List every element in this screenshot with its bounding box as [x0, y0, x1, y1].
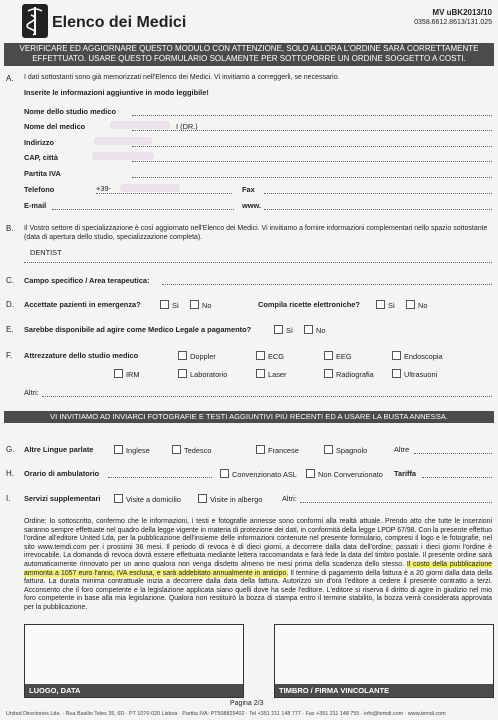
equip-endoscopia-checkbox[interactable]: [392, 351, 401, 360]
studio-name-field[interactable]: [132, 115, 492, 116]
page-number: Pagina 2/3: [230, 700, 264, 707]
equipment-other-field[interactable]: [42, 396, 492, 397]
order-cost-highlight: Il costo della pubblicazione ammonta a 1057 euro l'anno, IVA esclusa, e sarà addebitato annualmente in anticipo.: [24, 560, 492, 577]
photo-banner: VI INVITIAMO AD INVIARCI FOTOGRAFIE E TESTI AGGIUNTIVI PIÙ RECENTI ED A USARE LA BUSTA ANNESSA.: [4, 411, 494, 423]
tariff-field[interactable]: [422, 477, 492, 478]
equip-eeg-label: EEG: [336, 352, 352, 361]
publisher-footer: United Directories Lda. · Rua Basilio Teles 35, 6D · PT 1070-020 Lisboa · Partita IVA: PT508829402 · Tel +351 211 148 777 · Fax +351 211 148 755 · info@temdi.com · www.temdi.com: [6, 711, 446, 717]
equipment-label: Attrezzature dello studio medico: [24, 351, 139, 360]
redacted-address: [94, 137, 152, 145]
vat-label: Partita IVA: [24, 169, 61, 178]
therapeutic-area-field[interactable]: [162, 284, 492, 285]
section-d-letter: D.: [6, 300, 14, 309]
equipment-other-label: Altri:: [24, 388, 39, 397]
section-e-letter: E.: [6, 325, 14, 334]
order-terms-part2: Il termine di pagamento della fattura è a 20 giorni dalla data della fattura. La durata minima contrattuale inizia a decorrere dalla data della fattura. Autorizzo sin d'ora l'editore a cedere il presente contratto a terzi. Acconsento che il foro competente e la legislazione applicata siano quelli dove ha sede l'editore. L'editore si riserva il diritto di agire in giudizio nel mio foro competente in base alla mia legislazione. Qualora non restituirò la bozza di stampa entro il termine stabilito, la bozza verrà considerata approvata per la pubblicazione.: [24, 569, 492, 611]
cap-city-field[interactable]: [132, 161, 492, 162]
address-label: Indirizzo: [24, 138, 54, 147]
lang-francese[interactable]: [256, 445, 299, 455]
equip-ultrasuoni-label: Ultrasuoni: [404, 370, 438, 379]
services-other-field[interactable]: [300, 502, 492, 503]
caduceus-logo-icon: [22, 4, 48, 38]
eprescription-yes-label: Sì: [388, 301, 395, 310]
service-home-visits-label: Visite a domicilio: [126, 495, 181, 504]
eprescription-no-label: No: [418, 301, 428, 310]
equip-laser-checkbox[interactable]: [256, 369, 265, 378]
non-convenzionato[interactable]: [306, 469, 383, 479]
hours-field[interactable]: [108, 477, 212, 478]
specialization-value: DENTIST: [30, 248, 62, 257]
service-hotel-visits-checkbox[interactable]: [198, 494, 207, 503]
doctor-name-field[interactable]: [132, 130, 492, 131]
equip-ultrasuoni-checkbox[interactable]: [392, 369, 401, 378]
form-code-sub: 0358.6612.8613/131.025: [414, 19, 492, 26]
order-terms-text: [24, 518, 492, 613]
legal-no-label: No: [316, 326, 326, 335]
legal-yes[interactable]: [274, 325, 293, 335]
lang-francese-checkbox[interactable]: [256, 445, 265, 454]
fax-field[interactable]: [264, 193, 492, 194]
emergency-yes-checkbox[interactable]: [160, 300, 169, 309]
equip-doppler-checkbox[interactable]: [178, 351, 187, 360]
lang-spagnolo-checkbox[interactable]: [324, 445, 333, 454]
equip-laboratorio[interactable]: [178, 369, 227, 379]
lang-francese-label: Francese: [268, 446, 299, 455]
convenzionato-asl-checkbox[interactable]: [220, 469, 229, 478]
section-i-letter: I.: [6, 494, 11, 503]
lang-tedesco[interactable]: [172, 445, 212, 455]
legal-doctor-question: Sarebbe disponibile ad agire come Medico Legale a pagamento?: [24, 325, 252, 334]
phone-label: Telefono: [24, 185, 55, 194]
lang-inglese-label: Inglese: [126, 446, 150, 455]
eprescription-yes[interactable]: [376, 300, 395, 310]
form-title: Elenco dei Medici: [52, 14, 187, 31]
equip-eeg-checkbox[interactable]: [324, 351, 333, 360]
emergency-yes-label: Sì: [172, 301, 179, 310]
legal-no-checkbox[interactable]: [304, 325, 313, 334]
stamp-signature-caption: TIMBRO / FIRMA VINCOLANTE: [275, 684, 493, 697]
lang-inglese-checkbox[interactable]: [114, 445, 123, 454]
place-date-box[interactable]: [24, 624, 244, 698]
service-home-visits[interactable]: [114, 494, 181, 504]
eprescription-no-checkbox[interactable]: [406, 300, 415, 309]
non-convenzionato-checkbox[interactable]: [306, 469, 315, 478]
studio-name-label: Nome dello studio medico: [24, 107, 116, 116]
equip-laser-label: Laser: [268, 370, 287, 379]
specialization-field[interactable]: [24, 262, 492, 263]
equip-endoscopia[interactable]: [392, 351, 443, 361]
equip-ultrasuoni[interactable]: [392, 369, 437, 379]
legal-yes-checkbox[interactable]: [274, 325, 283, 334]
tariff-label: Tariffa: [394, 469, 417, 478]
equip-irm-label: IRM: [126, 370, 140, 379]
doctor-name-value: I (DR.): [176, 122, 198, 131]
emergency-no-label: No: [202, 301, 212, 310]
section-a-intro: I dati sottostanti sono già memorizzati nell'Elenco dei Medici. Vi invitiamo a correggerli, se necessario.: [24, 74, 340, 81]
address-field[interactable]: [132, 146, 492, 147]
fax-label: Fax: [242, 185, 255, 194]
equip-doppler-label: Doppler: [190, 352, 216, 361]
equip-radiografia[interactable]: [324, 369, 374, 379]
www-label: www.: [242, 201, 262, 210]
legal-no[interactable]: [304, 325, 325, 335]
warning-banner: VERIFICARE ED AGGIORNARE QUESTO MODULO CON ATTENZIONE, SOLO ALLORA L'ORDINE SARÀ CORRETTAMENTE EFFETTUATO. USARE QUESTO FORMULARIO SOLAMENTE PER SOTTOPORRE UN ORDINE SOGGETTO A COSTI.: [4, 43, 494, 66]
languages-other-label: Altre: [394, 445, 410, 454]
lang-spagnolo-label: Spagnolo: [336, 446, 368, 455]
order-terms-part1: Ordine: Io sottoscritto, confermo che le informazioni, i testi e fotografie annesse sono conformi alla realtà attuale. Prendo atto che tutte le inserzioni saranno sempre effettuate nel quadro della legge vigente in materia di protezione dei dati, in conformità della legge LPDP 67/98. Con la presente effettuo l'ordine all'editore United Lda, per la pubblicazione dell'insieme delle informazioni contenute nel presente formulario, compresi il logo e le fotografie, nel sito www.temdi.com per i prossimi 36 mesi. Il periodo di revoca è di dieci giorni, a decorrere dalla data dell'ordine; passati i dieci giorni l'ordine è irrevocabile. La domanda di revoca dovrà essere effettuata mediante lettera raccomandata e farà fede la data del timbro postale. Il presente ordine sarà automaticamente rinnovato per un anno qualora non venga disdetto almeno tre mesi prima della scadenza dello stesso.: [24, 518, 492, 568]
redacted-name: [110, 121, 170, 129]
phone-value: +39-: [96, 184, 111, 193]
place-date-caption: LUOGO, DATA: [25, 684, 243, 697]
equip-laser[interactable]: [256, 369, 287, 379]
extra-services-label: Servizi supplementari: [24, 494, 101, 503]
email-label: E-mail: [24, 201, 47, 210]
emergency-no-checkbox[interactable]: [190, 300, 199, 309]
equip-ecg-checkbox[interactable]: [256, 351, 265, 360]
lang-inglese[interactable]: [114, 445, 150, 455]
redacted-phone: [120, 184, 180, 192]
hours-label: Orario di ambulatorio: [24, 469, 100, 478]
services-other-label: Altri:: [282, 494, 297, 503]
doctor-name-label: Nome del medico: [24, 122, 86, 131]
equip-endoscopia-label: Endoscopia: [404, 352, 443, 361]
lang-tedesco-label: Tedesco: [184, 446, 212, 455]
convenzionato-asl-label: Convenzionato ASL: [232, 470, 297, 479]
section-b-letter: B.: [6, 224, 14, 233]
emergency-question: Accettate pazienti in emergenza?: [24, 300, 141, 309]
equip-doppler[interactable]: [178, 351, 216, 361]
vat-field[interactable]: [132, 177, 492, 178]
eprescription-yes-checkbox[interactable]: [376, 300, 385, 309]
form-code: [414, 8, 492, 27]
equip-irm[interactable]: [114, 369, 140, 379]
convenzionato-asl[interactable]: [220, 469, 297, 479]
non-convenzionato-label: Non Convenzionato: [318, 470, 383, 479]
section-b-text: Il Vostro settore di specializzazione è così aggiornato nell'Elenco dei Medici. Vi invitiamo a fornire informazioni complementari nello spazio sottostante (data di apertura dello studio, specializzazione completa).: [24, 225, 488, 241]
emergency-yes[interactable]: [160, 300, 179, 310]
section-a-letter: A.: [6, 74, 14, 83]
lang-spagnolo[interactable]: [324, 445, 367, 455]
phone-field[interactable]: [96, 193, 232, 194]
equip-laboratorio-label: Laboratorio: [190, 370, 228, 379]
eprescription-question: Compila ricette elettroniche?: [258, 300, 360, 309]
equip-ecg[interactable]: [256, 351, 284, 361]
equip-radiografia-label: Radiografia: [336, 370, 374, 379]
service-home-visits-checkbox[interactable]: [114, 494, 123, 503]
cap-city-label: CAP, città: [24, 153, 58, 162]
equip-laboratorio-checkbox[interactable]: [178, 369, 187, 378]
lang-tedesco-checkbox[interactable]: [172, 445, 181, 454]
section-a-instruction: Inserite le informazioni aggiuntive in modo leggibile!: [24, 88, 209, 97]
section-c-letter: C.: [6, 276, 14, 285]
section-h-letter: H.: [6, 469, 14, 478]
languages-label: Altre Lingue parlate: [24, 445, 94, 454]
service-hotel-visits-label: Visite in albergo: [210, 495, 263, 504]
equip-ecg-label: ECG: [268, 352, 285, 361]
eprescription-no[interactable]: [406, 300, 427, 310]
equip-eeg[interactable]: [324, 351, 352, 361]
form-code-main: MV uBK2013/10: [432, 8, 492, 17]
section-g-letter: G.: [6, 445, 15, 454]
service-hotel-visits[interactable]: [198, 494, 262, 504]
equip-irm-checkbox[interactable]: [114, 369, 123, 378]
languages-other-field[interactable]: [414, 453, 492, 454]
legal-yes-label: Sì: [286, 326, 293, 335]
equip-radiografia-checkbox[interactable]: [324, 369, 333, 378]
stamp-signature-box[interactable]: [274, 624, 494, 698]
emergency-no[interactable]: [190, 300, 211, 310]
therapeutic-area-label: Campo specifico / Area terapeutica:: [24, 276, 150, 285]
email-field[interactable]: [52, 209, 234, 210]
redacted-city: [92, 152, 154, 160]
section-f-letter: F.: [6, 351, 13, 360]
website-field[interactable]: [264, 209, 492, 210]
